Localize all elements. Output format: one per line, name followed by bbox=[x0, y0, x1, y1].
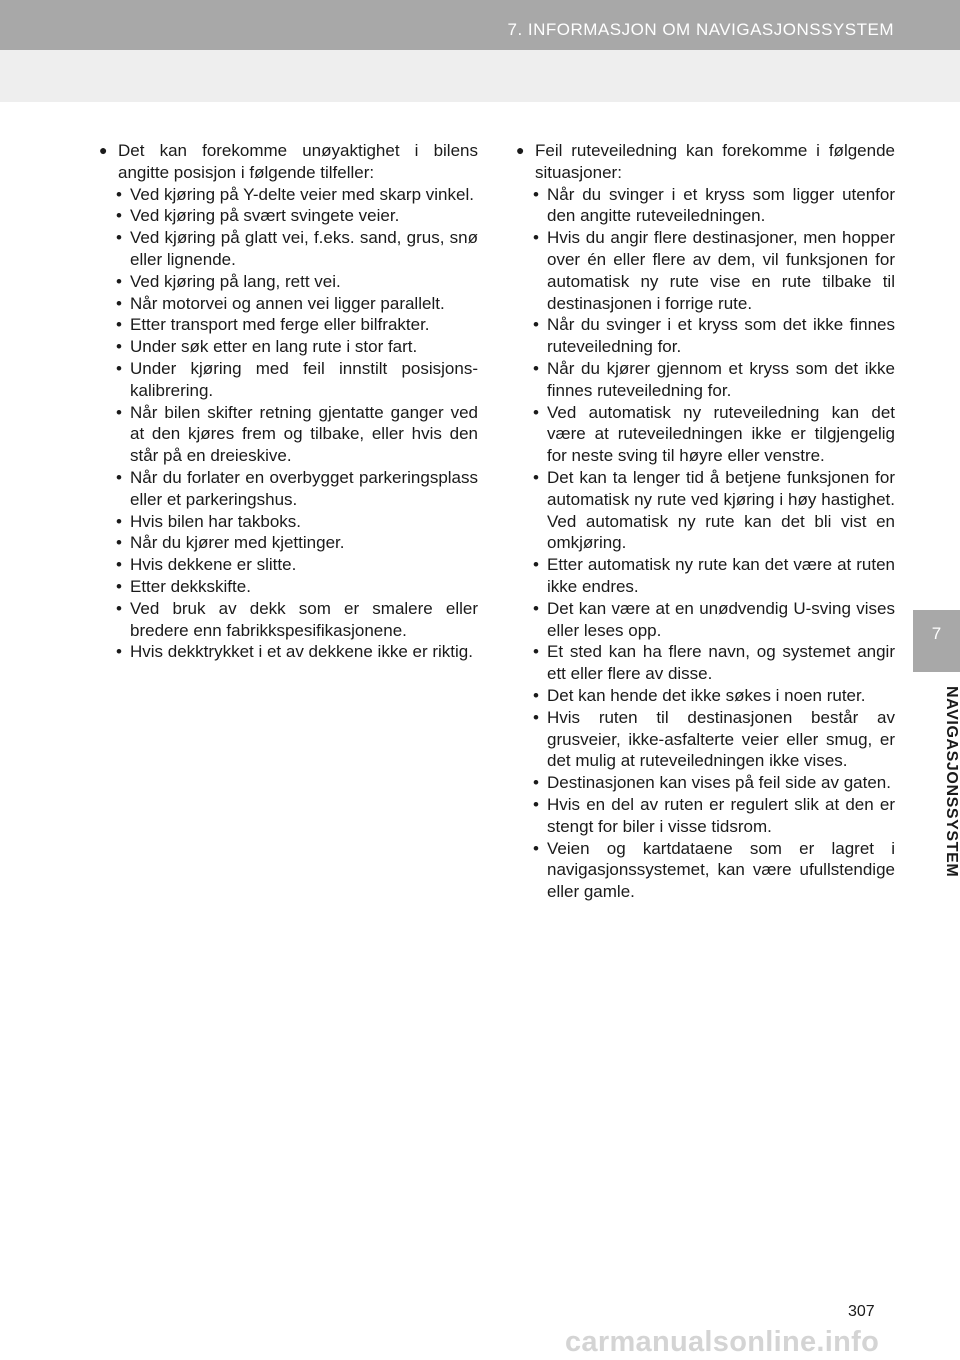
bullet-dot-icon: • bbox=[116, 228, 122, 248]
chapter-tab bbox=[913, 610, 960, 672]
bullet-dot-icon: • bbox=[533, 184, 539, 204]
list-item bbox=[114, 184, 478, 206]
list-item bbox=[531, 358, 895, 402]
list-item bbox=[114, 205, 478, 227]
list-item-text: Hvis dekktrykket i et av dekkene ikke er riktig. bbox=[130, 642, 473, 662]
list-item-text: Hvis bilen har takboks. bbox=[130, 511, 302, 531]
bullet-dot-icon: • bbox=[533, 794, 539, 814]
bullet-dot-icon: • bbox=[533, 642, 539, 662]
bullet-dot-icon: • bbox=[533, 598, 539, 618]
bullet-dot-icon: • bbox=[533, 402, 539, 422]
list-item-text: Når bilen skifter retning gjentatte ganger ved at den kjøres frem og tilbake, eller hvis den står på en dreieskive. bbox=[130, 402, 478, 466]
list-item bbox=[531, 772, 895, 794]
list-item bbox=[114, 598, 478, 642]
list-item bbox=[114, 336, 478, 358]
list-item-text: Veien og kartdataene som er lagret i navigasjonssystemet, kan være ufullstendige eller gamle. bbox=[547, 838, 895, 902]
list-item-text: Det kan hende det ikke søkes i noen ruter. bbox=[547, 685, 866, 705]
list-item-text: Når du svinger i et kryss som ligger utenfor den angitte ruteveiledningen. bbox=[547, 184, 895, 226]
bullet-dot-icon: • bbox=[116, 598, 122, 618]
list-item bbox=[531, 838, 895, 903]
header-shade-band bbox=[0, 50, 960, 102]
bullet-dot-icon: • bbox=[116, 315, 122, 335]
list-item bbox=[114, 293, 478, 315]
list-item bbox=[114, 358, 478, 402]
list-item bbox=[531, 707, 895, 772]
left-column bbox=[99, 140, 478, 663]
list-item-text: Destinasjonen kan vises på feil side av gaten. bbox=[547, 773, 891, 793]
bullet-dot-icon: • bbox=[116, 467, 122, 487]
filled-circle-bullet-icon: ● bbox=[99, 142, 108, 158]
list-item-text: Etter dekkskifte. bbox=[130, 576, 251, 596]
bullet-dot-icon: • bbox=[533, 315, 539, 335]
list-item-text: Ved bruk av dekk som er smalere eller bredere enn fabrikkspesifikasjonene. bbox=[130, 598, 478, 640]
bullet-dot-icon: • bbox=[533, 555, 539, 575]
list-item bbox=[531, 314, 895, 358]
list-item-text: Når du forlater en overbygget parkeringsplass eller et parkeringshus. bbox=[130, 467, 478, 509]
bullet-dot-icon: • bbox=[116, 533, 122, 553]
list-item-text: Når motorvei og annen vei ligger parallelt. bbox=[130, 293, 445, 313]
bullet-dot-icon: • bbox=[533, 773, 539, 793]
list-item bbox=[114, 467, 478, 511]
bullet-dot-icon: • bbox=[116, 358, 122, 378]
list-item-text: Ved kjøring på Y-delte veier med skarp vinkel. bbox=[130, 184, 474, 204]
bullet-dot-icon: • bbox=[116, 293, 122, 313]
list-item-text: Ved kjøring på lang, rett vei. bbox=[130, 271, 341, 291]
bullet-dot-icon: • bbox=[116, 511, 122, 531]
list-item bbox=[114, 402, 478, 467]
list-item bbox=[114, 511, 478, 533]
bullet-dot-icon: • bbox=[533, 467, 539, 487]
bullet-dot-icon: • bbox=[116, 402, 122, 422]
list-item-text: Etter automatisk ny rute kan det være at ruten ikke endres. bbox=[547, 555, 895, 596]
list-item bbox=[114, 554, 478, 576]
list-item-text: Under søk etter en lang rute i stor fart. bbox=[130, 337, 418, 357]
chapter-side-label: NAVIGASJONSSYSTEM bbox=[943, 686, 960, 878]
list-item-text: Ved kjøring på svært svingete veier. bbox=[130, 206, 400, 226]
list-item-text: Når du kjører med kjettinger. bbox=[130, 533, 345, 553]
list-item bbox=[114, 576, 478, 598]
list-item bbox=[531, 467, 895, 554]
list-item bbox=[114, 532, 478, 554]
left-item-list bbox=[114, 184, 478, 664]
list-item-text: Hvis en del av ruten er regulert slik at den er stengt for biler i visse tidsrom. bbox=[547, 794, 895, 836]
bullet-dot-icon: • bbox=[533, 358, 539, 378]
bullet-dot-icon: • bbox=[116, 206, 122, 226]
list-item-text: Det kan være at en unødvendig U-sving vises eller leses opp. bbox=[547, 598, 895, 640]
list-item-text: Når du svinger i et kryss som det ikke finnes ruteveiledning for. bbox=[547, 315, 895, 357]
bullet-dot-icon: • bbox=[116, 576, 122, 596]
left-intro-text: Det kan forekomme unøyaktighet i bilens angitte posisjon i følgende tilfeller: bbox=[118, 141, 478, 182]
bullet-dot-icon: • bbox=[533, 838, 539, 858]
list-item-text: Et sted kan ha flere navn, og systemet angir ett eller flere av disse. bbox=[547, 642, 895, 684]
list-item bbox=[531, 184, 895, 228]
header-bar bbox=[0, 0, 960, 50]
list-item bbox=[531, 685, 895, 707]
list-item bbox=[531, 402, 895, 467]
right-intro-text: Feil ruteveiledning kan forekomme i følgende situasjoner: bbox=[535, 141, 895, 182]
list-item bbox=[531, 227, 895, 314]
bullet-dot-icon: • bbox=[116, 642, 122, 662]
list-item-text: Hvis du angir flere destinasjoner, men hopper over én eller flere av dem, vil funksjonen for automatisk ny rute vise en rute tilbake til destinasjonen i forrige rute. bbox=[547, 228, 895, 313]
list-item-text: Under kjøring med feil innstilt posisjonskalibrering. bbox=[130, 358, 478, 400]
section-title: 7. INFORMASJON OM NAVIGASJONSSYSTEM bbox=[507, 20, 894, 39]
filled-circle-bullet-icon: ● bbox=[516, 142, 525, 158]
list-item-text: Ved automatisk ny ruteveiledning kan det være at ruteveiledningen ikke er tilgjengelig for neste sving til høyre eller venstre. bbox=[547, 402, 895, 466]
right-column bbox=[516, 140, 895, 903]
list-item-text: Når du kjører gjennom et kryss som det ikke finnes ruteveiledning for. bbox=[547, 358, 895, 400]
list-item-text: Det kan ta lenger tid å betjene funksjonen for automatisk ny rute ved kjøring i høy hastighet. Ved automatisk ny rute kan det bli vist en omkjøring. bbox=[547, 467, 895, 553]
list-item bbox=[531, 641, 895, 685]
left-intro bbox=[99, 140, 478, 184]
page-number: 307 bbox=[848, 1303, 875, 1320]
list-item-text: Hvis ruten til destinasjonen består av grusveier, ikke-asfalterte veier eller smug, er det mulig at ruteveiledningen ikke vises. bbox=[547, 707, 895, 771]
list-item bbox=[114, 271, 478, 293]
bullet-dot-icon: • bbox=[116, 184, 122, 204]
bullet-dot-icon: • bbox=[533, 685, 539, 705]
list-item bbox=[114, 641, 478, 663]
list-item bbox=[114, 227, 478, 271]
list-item bbox=[114, 314, 478, 336]
bullet-dot-icon: • bbox=[116, 337, 122, 357]
right-intro bbox=[516, 140, 895, 184]
list-item-text: Etter transport med ferge eller bilfrakter. bbox=[130, 315, 430, 335]
bullet-dot-icon: • bbox=[116, 271, 122, 291]
chapter-tab-number: 7 bbox=[931, 624, 942, 643]
list-item-text: Ved kjøring på glatt vei, f.eks. sand, grus, snø eller lignende. bbox=[130, 228, 478, 269]
bullet-dot-icon: • bbox=[533, 228, 539, 248]
list-item bbox=[531, 598, 895, 642]
list-item bbox=[531, 554, 895, 598]
bullet-dot-icon: • bbox=[116, 555, 122, 575]
list-item bbox=[531, 794, 895, 838]
watermark: carmanualsonline.info bbox=[565, 1326, 880, 1358]
right-item-list bbox=[531, 184, 895, 903]
bullet-dot-icon: • bbox=[533, 707, 539, 727]
list-item-text: Hvis dekkene er slitte. bbox=[130, 555, 297, 575]
